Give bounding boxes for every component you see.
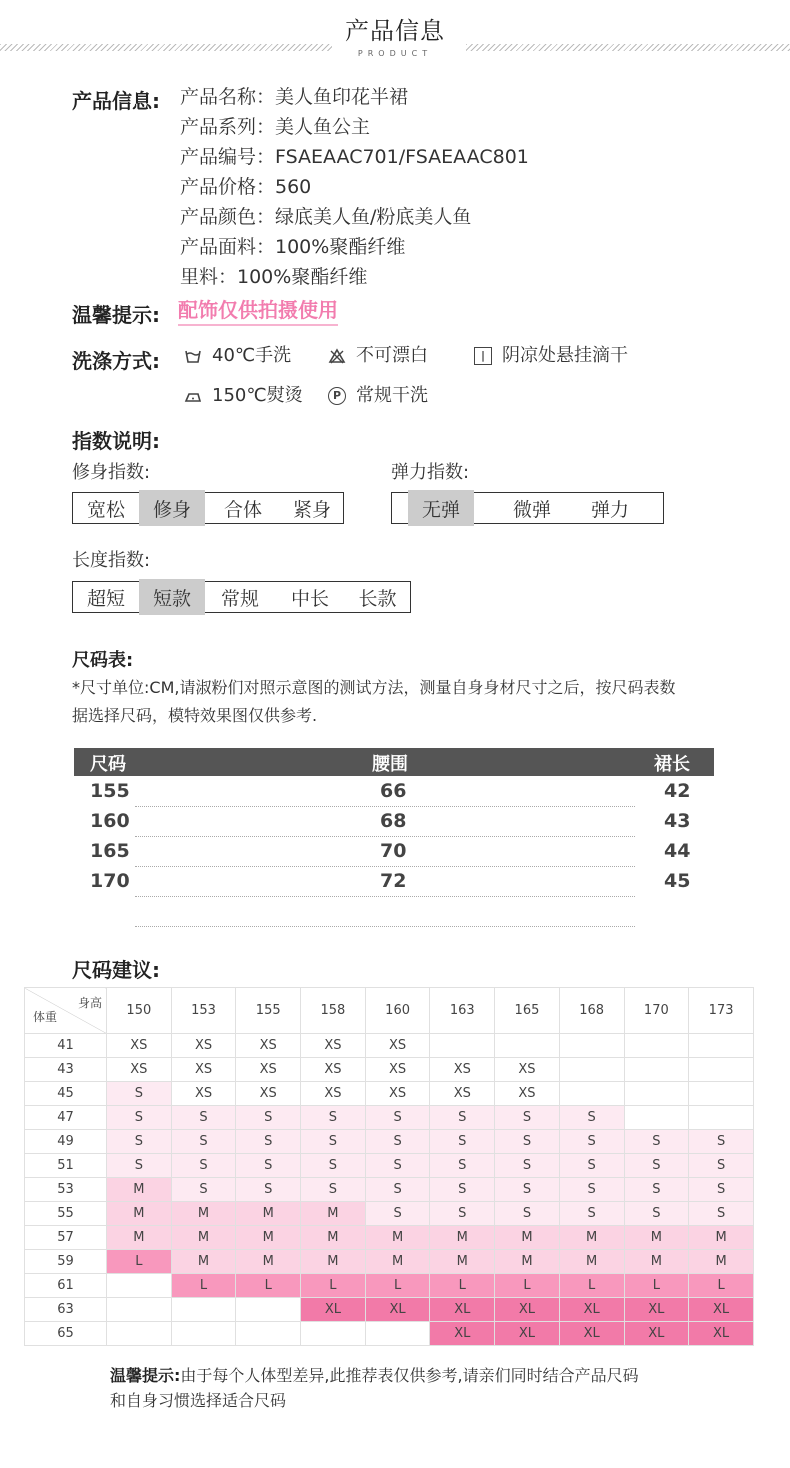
size-suggest-cell: M [107,1226,172,1250]
length-option-long: 长款 [358,587,397,610]
care-line-dry [474,343,628,369]
size-suggest-cell: M [301,1226,366,1250]
size-suggest-cell: M [430,1226,495,1250]
size-suggest-cell: S [301,1154,366,1178]
size-suggest-cell: S [430,1130,495,1154]
waist-cell: 66 [380,780,407,802]
weight-cell: 55 [25,1202,107,1226]
care-line-dry-text: 阴凉处悬挂滴干 [502,345,628,366]
size-suggest-cell: L [365,1274,430,1298]
size-suggest-cell [236,1298,301,1322]
length-option-mid-long: 中长 [290,587,329,610]
size-suggest-cell: S [559,1202,624,1226]
length-index-scale [72,581,411,613]
size-suggest-cell: XS [171,1034,236,1058]
height-header-cell: 163 [430,988,495,1034]
height-header-cell: 155 [236,988,301,1034]
info-line-series: 产品系列：美人鱼公主 [180,116,371,138]
table-row [25,1130,754,1154]
size-suggest-cell: L [495,1274,560,1298]
size-suggest-cell: S [365,1130,430,1154]
size-suggest-cell: M [301,1202,366,1226]
size-suggest-cell: XS [495,1082,560,1106]
table-row [25,1178,754,1202]
size-suggest-cell: S [495,1154,560,1178]
size-suggest-cell: S [301,1106,366,1130]
care-dry-clean-text: 常规干洗 [356,385,428,406]
size-suggest-cell: S [171,1130,236,1154]
size-suggest-cell: M [171,1250,236,1274]
size-suggest-cell: S [624,1130,689,1154]
info-line-color: 产品颜色：绿底美人鱼/粉底美人鱼 [180,206,472,228]
size-suggest-cell: S [171,1178,236,1202]
size-suggest-cell: M [495,1250,560,1274]
size-suggest-cell: S [107,1154,172,1178]
size-suggest-cell [301,1322,366,1346]
size-suggest-cell: M [236,1250,301,1274]
size-suggest-cell [495,1034,560,1058]
size-suggest-cell: M [689,1250,754,1274]
care-iron [184,383,303,409]
size-suggest-cell: S [689,1178,754,1202]
table-row [25,1322,754,1346]
size-suggest-cell: M [107,1202,172,1226]
size-suggest-cell: S [430,1154,495,1178]
fit-index-label: 修身指数: [72,462,151,483]
elastic-option-slight: 微弹 [512,498,551,521]
size-suggest-cell [107,1322,172,1346]
weight-cell: 43 [25,1058,107,1082]
size-suggest-cell: S [689,1202,754,1226]
iron-icon [184,387,202,405]
elastic-option-stretch: 弹力 [590,498,629,521]
size-suggest-cell [559,1058,624,1082]
size-suggest-cell: L [624,1274,689,1298]
size-suggest-cell: S [559,1154,624,1178]
height-header-cell: 150 [107,988,172,1034]
size-suggest-cell: XL [689,1298,754,1322]
bottom-tip-line1: 由于每个人体型差异,此推荐表仅供参考,请亲们同时结合产品尺码 [180,1366,639,1385]
table-row [25,1202,754,1226]
table-row [25,1082,754,1106]
size-suggest-cell: XS [365,1058,430,1082]
size-suggest-cell [365,1322,430,1346]
size-suggest-cell [236,1322,301,1346]
info-line-price: 产品价格：560 [180,176,312,198]
row-divider [135,866,635,867]
grid-header-row [25,988,754,1034]
size-suggest-cell [171,1298,236,1322]
size-suggest-cell: M [624,1226,689,1250]
size-suggest-cell: S [430,1106,495,1130]
header-title: 产品信息 [345,17,445,45]
corner-weight-label: 体重 [33,1010,58,1024]
row-divider [135,926,635,927]
size-suggest-cell: L [430,1274,495,1298]
size-suggest-cell: M [624,1250,689,1274]
product-info-label: 产品信息: [72,89,160,113]
table-row [74,838,714,868]
size-suggest-cell: S [171,1154,236,1178]
table-row [74,778,714,808]
size-suggest-cell: M [107,1178,172,1202]
size-suggest-cell: S [236,1178,301,1202]
size-suggest-cell: M [301,1250,366,1274]
size-suggest-cell: XL [301,1298,366,1322]
size-suggest-cell [107,1274,172,1298]
length-cell: 45 [664,870,691,892]
size-suggest-cell: XS [171,1082,236,1106]
size-suggest-cell: M [365,1226,430,1250]
size-suggest-cell: M [171,1202,236,1226]
weight-cell: 45 [25,1082,107,1106]
grid-corner-cell [25,988,107,1034]
info-line-code: 产品编号：FSAEAAC701/FSAEAAC801 [180,146,529,168]
section-header [0,14,790,74]
info-line-name: 产品名称：美人鱼印花半裙 [180,86,409,108]
size-suggest-cell: S [171,1106,236,1130]
size-suggest-cell: XL [689,1322,754,1346]
weight-cell: 51 [25,1154,107,1178]
size-suggest-cell: S [301,1130,366,1154]
size-cell: 155 [90,780,130,802]
size-header-waist: 腰围 [372,754,408,775]
size-suggest-cell: XS [430,1058,495,1082]
size-suggest-cell: S [236,1130,301,1154]
height-header-cell: 165 [495,988,560,1034]
weight-cell: 57 [25,1226,107,1250]
size-suggest-cell: L [171,1274,236,1298]
size-suggest-cell: XL [559,1298,624,1322]
size-suggest-cell: L [107,1250,172,1274]
table-row [25,1226,754,1250]
size-cell: 170 [90,870,130,892]
size-suggest-cell: XS [236,1034,301,1058]
size-suggest-cell [624,1058,689,1082]
size-suggest-cell: XS [495,1058,560,1082]
size-suggest-cell: S [236,1106,301,1130]
waist-cell: 70 [380,840,407,862]
size-suggest-cell: S [495,1130,560,1154]
bottom-tip [110,1363,710,1413]
care-no-bleach [328,343,428,369]
header-subtitle: PRODUCT [357,49,433,58]
size-suggest-cell: S [624,1154,689,1178]
table-row [74,868,714,898]
length-cell: 44 [664,840,691,862]
care-iron-text: 150℃熨烫 [212,385,303,406]
height-header-cell: 170 [624,988,689,1034]
size-cell: 165 [90,840,130,862]
fit-option-tight: 紧身 [292,498,331,521]
size-suggest-cell: S [107,1082,172,1106]
size-suggest-cell [624,1082,689,1106]
weight-cell: 61 [25,1274,107,1298]
size-suggest-cell [107,1298,172,1322]
size-suggest-cell: XS [301,1034,366,1058]
height-header-cell: 173 [689,988,754,1034]
size-suggest-cell: XL [365,1298,430,1322]
height-header-cell: 160 [365,988,430,1034]
size-suggest-cell: S [301,1178,366,1202]
size-suggest-cell: S [430,1202,495,1226]
size-suggest-cell: XS [236,1058,301,1082]
size-suggest-cell: S [365,1178,430,1202]
size-suggest-cell: XS [430,1082,495,1106]
care-no-bleach-text: 不可漂白 [356,345,428,366]
info-line-lining: 里料：100%聚酯纤维 [180,266,368,288]
size-cell: 160 [90,810,130,832]
info-line-fabric: 产品面料：100%聚酯纤维 [180,236,406,258]
size-chart-label: 尺码表: [72,650,134,671]
size-suggest-cell: M [559,1250,624,1274]
size-suggest-cell [559,1082,624,1106]
care-dry-clean [328,383,428,409]
elastic-index-label: 弹力指数: [391,462,470,483]
size-suggest-label: 尺码建议: [72,958,160,982]
washing-label: 洗涤方式: [72,349,160,373]
size-suggest-cell: M [430,1250,495,1274]
height-header-cell: 158 [301,988,366,1034]
size-suggest-cell [624,1034,689,1058]
size-suggest-cell: M [495,1226,560,1250]
size-suggest-cell: XS [365,1034,430,1058]
size-suggest-cell: S [430,1178,495,1202]
size-suggest-cell: XL [624,1322,689,1346]
care-hand-wash [184,343,291,369]
size-suggest-cell: M [365,1250,430,1274]
size-suggest-cell: XS [107,1034,172,1058]
elastic-scale-spacer [392,493,408,523]
size-suggest-cell: M [689,1226,754,1250]
row-divider [135,806,635,807]
size-suggest-cell: S [559,1106,624,1130]
weight-cell: 59 [25,1250,107,1274]
weight-cell: 53 [25,1178,107,1202]
bottom-tip-line2: 和自身习惯选择适合尺码 [110,1391,287,1410]
size-suggest-cell: S [689,1130,754,1154]
table-row [25,1154,754,1178]
size-suggest-cell: S [107,1130,172,1154]
length-option-regular: 常规 [220,587,259,610]
size-suggest-cell: M [236,1226,301,1250]
row-divider [135,836,635,837]
size-suggest-cell: S [236,1154,301,1178]
weight-cell: 41 [25,1034,107,1058]
fit-index-scale [72,492,344,524]
size-suggest-cell: S [495,1202,560,1226]
height-header-cell: 153 [171,988,236,1034]
size-suggest-cell: XL [430,1298,495,1322]
corner-height-label: 身高 [77,996,102,1010]
size-suggest-cell [171,1322,236,1346]
weight-cell: 49 [25,1130,107,1154]
size-suggest-cell [689,1106,754,1130]
length-option-short: 短款 [139,579,205,615]
length-cell: 43 [664,810,691,832]
table-row [74,808,714,838]
size-suggest-cell: XS [236,1082,301,1106]
size-suggest-cell [689,1034,754,1058]
hand-wash-icon [184,347,202,365]
size-suggest-cell: M [236,1202,301,1226]
size-suggest-cell [689,1082,754,1106]
table-row [25,1250,754,1274]
size-suggest-cell: M [171,1226,236,1250]
size-chart-note-2: 据选择尺码，模特效果图仅供参考. [72,706,318,725]
size-suggest-cell: S [495,1178,560,1202]
size-suggest-cell: S [365,1202,430,1226]
size-suggest-cell: XL [495,1322,560,1346]
fit-option-slim: 修身 [139,490,205,526]
size-suggest-cell: S [559,1130,624,1154]
line-dry-shade-icon: | [474,347,492,365]
weight-cell: 65 [25,1322,107,1346]
size-suggest-cell: M [559,1226,624,1250]
size-suggest-cell: XS [171,1058,236,1082]
table-row [25,1106,754,1130]
size-suggest-cell [624,1106,689,1130]
size-suggest-cell: XL [559,1322,624,1346]
size-suggest-cell: S [559,1178,624,1202]
dry-clean-p-icon: P [328,387,346,405]
size-suggest-cell: L [301,1274,366,1298]
care-hand-wash-text: 40℃手洗 [212,345,292,366]
table-row [25,1058,754,1082]
elastic-index-scale [391,492,664,524]
size-suggest-cell: S [495,1106,560,1130]
waist-cell: 72 [380,870,407,892]
size-table-header [74,748,714,776]
warm-tip-text: 配饰仅供拍摄使用 [178,296,338,326]
waist-cell: 68 [380,810,407,832]
size-suggest-cell [559,1034,624,1058]
table-row [25,1034,754,1058]
size-suggest-cell: XS [301,1082,366,1106]
table-row [25,1298,754,1322]
size-suggest-cell: S [624,1202,689,1226]
index-label: 指数说明: [72,429,160,453]
table-row [25,1274,754,1298]
size-suggest-cell: XS [301,1058,366,1082]
length-option-ultra-short: 超短 [86,587,125,610]
size-suggest-cell: XL [495,1298,560,1322]
row-divider [135,896,635,897]
size-suggest-cell: XS [365,1082,430,1106]
size-header-length: 裙长 [654,754,690,775]
size-suggest-cell [430,1034,495,1058]
fit-option-fitted: 合体 [223,498,262,521]
size-suggest-cell: S [365,1106,430,1130]
fit-option-loose: 宽松 [86,498,125,521]
elastic-option-none: 无弹 [408,490,474,526]
size-suggest-cell: XL [430,1322,495,1346]
size-suggest-cell: S [689,1154,754,1178]
size-suggest-table [24,987,754,1346]
warm-tip-label: 温馨提示: [72,303,160,327]
weight-cell: 47 [25,1106,107,1130]
size-chart-note-1: *尺寸单位:CM,请淑粉们对照示意图的测试方法，测量自身身材尺寸之后，按尺码表数 [72,678,676,697]
size-suggest-cell: L [236,1274,301,1298]
weight-cell: 63 [25,1298,107,1322]
bottom-tip-label: 温馨提示: [110,1366,181,1385]
height-header-cell: 168 [559,988,624,1034]
size-suggest-cell: XL [624,1298,689,1322]
size-suggest-cell: S [624,1178,689,1202]
size-suggest-cell: L [559,1274,624,1298]
size-header-size: 尺码 [90,754,126,775]
length-index-label: 长度指数: [72,550,151,571]
size-suggest-cell [689,1058,754,1082]
length-cell: 42 [664,780,691,802]
size-suggest-cell: L [689,1274,754,1298]
no-bleach-icon [328,347,346,365]
size-suggest-cell: S [107,1106,172,1130]
size-suggest-cell: S [365,1154,430,1178]
size-suggest-cell: XS [107,1058,172,1082]
